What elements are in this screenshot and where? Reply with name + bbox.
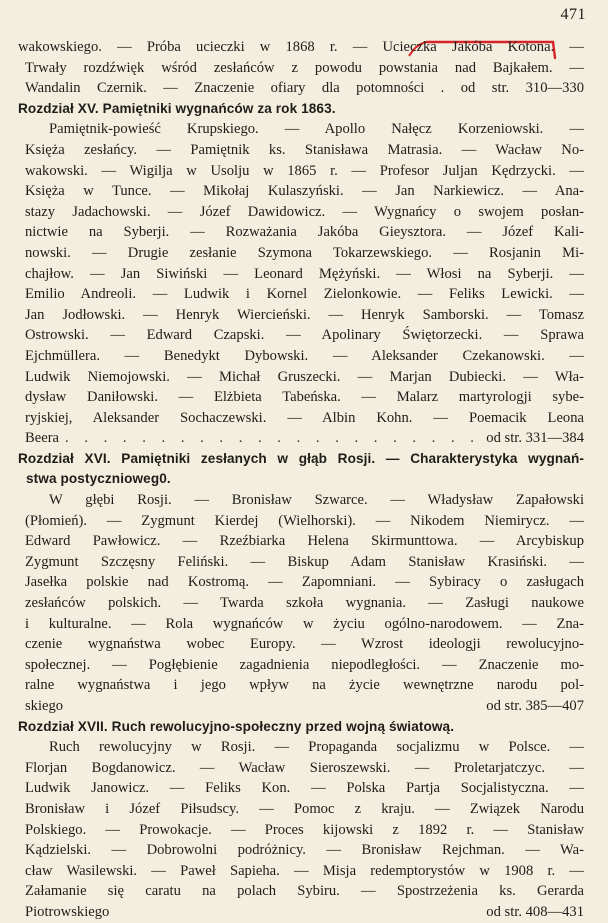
page-ref: od str. 385—407	[486, 698, 584, 714]
toc-line: Emilio Andreoli. — Ludwik i Kornel Zielonkowie. — Feliks Lewicki. —	[25, 286, 584, 303]
toc-line: i kulturalne. — Rola wygnańców w życiu ogólno-narodowem. — Zna-	[25, 615, 584, 632]
toc-line: społecznej. — Pogłębienie zagadnienia niepodległości. — Znaczenie mo-	[25, 656, 584, 673]
chapter-heading: Rozdział XV. Pamiętniki wygnańców za rok 1863.	[18, 100, 336, 116]
toc-entry-with-page-ref	[18, 902, 584, 923]
toc-line: Ostrowski. — Edward Czapski. — Apolinary Świętorzecki. — Sprawa	[25, 327, 584, 344]
toc-line: Pamiętnik-powieść Krupskiego. — Apollo Nałęcz Korzeniowski. —	[49, 121, 584, 138]
toc-entry-with-page-ref	[18, 696, 584, 717]
toc-line: Ejchmüllera. — Benedykt Dybowski. — Aleksander Czekanowski. —	[25, 347, 584, 364]
toc-line: W głębi Rosji. — Bronisław Szwarce. — Władysław Zapałowski	[49, 492, 584, 509]
page-ref: od str. 408—431	[486, 903, 584, 920]
toc-line: cław Wasilewski. — Paweł Sapieha. — Misja redemptorystów w 1908 r. —	[25, 862, 584, 879]
chapter-heading: Rozdział XVI. Pamiętniki zesłanych w głąb Rosji. — Charakterystyka wygnań-	[18, 450, 584, 466]
leader-dots	[65, 428, 480, 449]
toc-line: Księża zesłańcy. — Pamiętnik ks. Stanisława Matrasia. — Wacław No-	[25, 141, 584, 158]
toc-line: Bronisław i Józef Piłsudscy. — Pomoc z kraju. — Związek Narodu	[25, 800, 584, 817]
toc-line: Jan Jodłowski. — Henryk Wiercieński. — Henryk Samborski. — Tomasz	[25, 306, 584, 323]
toc-line: (Płomień). — Zygmunt Kierdej (Wielhorski). — Nikodem Niemirycz. —	[25, 512, 584, 529]
page-ref: od str. 331—384	[486, 430, 584, 447]
toc-line: dysław Daniłowski. — Elżbieta Tabeńska. — Malarz martyrologji sybe-	[25, 389, 584, 406]
toc-line: stazy Jadachowski. — Józef Dawidowicz. — Wygnańcy o swojem posłan-	[25, 203, 584, 220]
table-of-contents	[18, 37, 584, 923]
toc-line: Ludwik Janowicz. — Feliks Kon. — Polska Partja Socjalistyczna. —	[25, 780, 584, 797]
toc-line: czenie wygnaństwa wobec Europy. — Wzrost ideologji rewolucyjno-	[25, 636, 584, 653]
toc-line: Zygmunt Szczęsny Feliński. — Biskup Adam Stanisław Krasiński. —	[25, 553, 584, 570]
toc-line: Jasełka polskie nad Kostromą. — Zapomniani. — Sybiracy o zasługach	[25, 574, 584, 591]
page-number: 471	[560, 6, 586, 23]
toc-line: Piotrowskiego	[25, 903, 110, 920]
toc-line: Załamanie się caratu na polach Sybiru. — Spostrzeżenia ks. Gerarda	[25, 883, 584, 900]
toc-line: Trwały rozdźwięk wśród zesłańców z powodu powstania nad Bajkałem. —	[25, 59, 584, 76]
toc-line: Florjan Bogdanowicz. — Wacław Sieroszewski. — Proletarjatczyc. —	[25, 759, 584, 776]
toc-line: nowski. — Drugie zesłanie Szymona Tokarzewskiego. — Rosjanin Mi-	[25, 244, 584, 261]
toc-line: ryjskiej, Aleksander Sochaczewski. — Albin Kohn. — Poemacik Leona	[25, 409, 584, 426]
toc-line: Wandalin Czernik. — Znaczenie ofiary dla potomności . od str. 310—330	[25, 80, 584, 97]
toc-line: Księża w Tunce. — Mikołaj Kulaszyński. — Jan Narkiewicz. — Ana-	[25, 183, 584, 200]
toc-line: wakowski. — Wigilja w Usolju w 1865 r. — Profesor Juljan Kędrzycki. —	[25, 162, 584, 179]
toc-line: Beera	[25, 430, 60, 447]
toc-entry-with-page-ref	[18, 428, 584, 449]
toc-line: Polskiego. — Prowokacje. — Proces kijowski z 1892 r. — Stanisław	[25, 821, 584, 838]
toc-line: ralne wygnaństwa i jego wpływ na życie wewnętrzne narodu pol-	[25, 677, 584, 694]
toc-line: Ruch rewolucyjny w Rosji. — Propaganda socjalizmu w Polsce. —	[49, 739, 584, 756]
toc-line: Kądzielski. — Dobrowolni podróżnicy. — Bronisław Rejchman. — Wa-	[25, 842, 584, 859]
toc-line: skiego	[25, 698, 64, 714]
chapter-heading: stwa postycznioweg0.	[26, 471, 171, 487]
toc-line: chajłow. — Jan Siwiński — Leonard Mężyński. — Włosi na Syberji. —	[25, 265, 584, 282]
toc-line: nictwie na Syberji. — Rozważania Jakóba Gieysztora. — Józef Kali-	[25, 224, 584, 241]
toc-line: Ludwik Niemojowski. — Michał Gruszecki. — Marjan Dubiecki. — Wła-	[25, 368, 584, 385]
toc-line: wakowskiego. — Próba ucieczki w 1868 r. — Ucieczka Jakóba Kotona. —	[18, 39, 584, 55]
toc-line: zesłańców polskich. — Twarda szkoła wygnania. — Zasługi naukowe	[25, 595, 584, 612]
chapter-heading: Rozdział XVII. Ruch rewolucyjno-społeczny przed wojną światową.	[18, 718, 455, 734]
toc-line: Edward Pawłowicz. — Rzeźbiarka Helena Skirmunttowa. — Arcybiskup	[25, 533, 584, 550]
